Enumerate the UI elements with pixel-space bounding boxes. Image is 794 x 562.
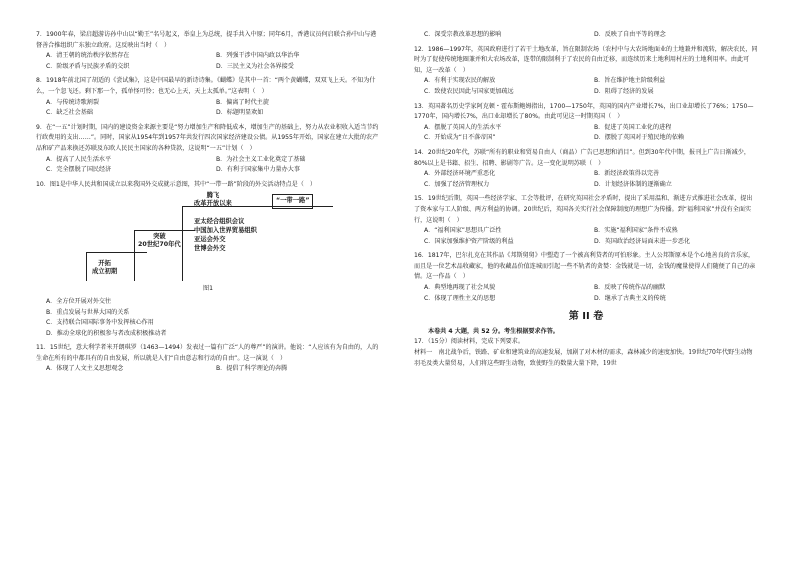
option-b: B．促进了英国工业化的进程	[594, 123, 672, 131]
left-column	[36, 30, 380, 379]
option-d: D．标题明显欢如	[216, 109, 264, 117]
option-c: C．支持联合国国际事务中发挥核心作用	[46, 319, 154, 327]
option-d: D．继承了古典主义的传统	[594, 294, 666, 302]
option-d: D．反映了自由平等的理念	[594, 31, 666, 38]
right-column	[414, 30, 758, 369]
option-a: A．“福利国家”思想具广泛性	[424, 227, 502, 235]
option-b: B．实施“福利国家”条件不成熟	[594, 227, 678, 235]
option-c: C．阶级矛盾与民族矛盾的交织	[46, 62, 130, 70]
option-c: C．深受宗教改革思想的影响	[424, 31, 502, 38]
option-d: D．摆脱了英国对于殖民地的依赖	[594, 134, 685, 142]
figure-caption: 图1	[203, 285, 213, 293]
option-d: D．英国政治经济局面未进一步恶化	[594, 237, 691, 245]
options	[46, 297, 380, 339]
question-11	[36, 343, 380, 375]
question-stem: 12．1986—1997年，英国政府进行了若干土地改革，旨在限制农场（农村中与大农场地面业的土地兼并和流转，解决农民，同时为了促使传统地圈兼并和大农场改革，连带的限制利于了农民的自由迁移，而连续历来土地利用村庄的土地利用率。由此可知，这一改革（ ）	[414, 45, 758, 74]
question-13	[414, 102, 758, 144]
question-stem: 10．图1是中华人民共和国成立以来我国外交成就示意图，其中“一带一路”阶段的外交活动特点是（ ）	[36, 180, 316, 188]
question-9	[36, 123, 380, 176]
option-b: B．重点发展与世界大国的关系	[46, 308, 130, 316]
question-16	[414, 251, 758, 304]
options	[46, 155, 380, 176]
option-c: C．国家加强维护资产阶级的利益	[424, 237, 514, 245]
question-stem: 16．1817年，巴尔扎克在其作品《邦斯舅舅》中塑造了一个被高利贷者的可怕形象。主人公邦斯原本是个心地善良的音乐家，而且是一位艺术品收藏家，他的收藏品价值连城而引起一些不轨者的贪婪：金钱就是一切，金钱的魔量使得人们随便了自己的亲情。这一作品（ ）	[414, 252, 756, 281]
option-b: B．列强干涉中国内政以华治华	[216, 52, 300, 60]
options	[424, 123, 758, 144]
option-d: D．计划经济体制的逐渐确立	[594, 180, 672, 188]
option-a: A．典型地再现了社会风貌	[424, 284, 496, 292]
option-b: B．为社会主义工业化奠定了基础	[216, 155, 306, 163]
option-b: B．偏离了时代主旋	[216, 98, 269, 106]
option-d: D．推动全球化的积极参与者改成积极推动者	[46, 329, 167, 337]
question-stem: 14．20世纪20年代，苏联“所有的职业和贸易自由人（商品）广告已思想和消目”。但到30年代中期，报刊上广告日渐减少，80%以上是书籍、招生、招聘、影剧等广告。这一变化说明苏联（ ）	[414, 148, 750, 167]
section-title: 第 II 卷	[568, 311, 604, 323]
option-a: A．提高了人民生活水平	[46, 155, 112, 163]
options	[46, 51, 380, 72]
option-a: A．与传统诗歌割裂	[46, 98, 99, 106]
question-stem: 7．1900年春，梁启超游访孙中山以“勤王”名号起义，举皇上为总统，提手共入中原；同年6月，香港议员何启联合孙中山与港督善合推组织广东独立政府。这反映出当时（ ）	[36, 31, 377, 49]
figure-label-step-3: 腾飞 改革开放以来	[194, 192, 232, 208]
options	[424, 169, 758, 190]
option-b: B．新经济政策得以完善	[594, 170, 660, 178]
option-b: B．旨在维护地主阶级利益	[594, 77, 666, 85]
figure-label-step-2: 突破 20世纪70年代	[138, 233, 181, 249]
option-c: C．缺乏社会基础	[46, 109, 93, 117]
option-c: C．加强了经济管理权力	[424, 180, 490, 188]
figure-label-step-1: 开拓 成立初期	[92, 260, 118, 276]
section-note: 本卷共 4 大题，共 52 分。考生根据要求作答。	[428, 327, 559, 335]
figure-belt-road-box: “一带一路”	[272, 194, 313, 209]
question-11-continued	[414, 30, 758, 41]
figure-event: 亚太经合组织会议	[194, 218, 245, 226]
options	[46, 364, 380, 375]
figure-event: 亚运会外交	[194, 236, 226, 244]
diplomacy-figure	[86, 192, 336, 282]
options	[46, 98, 380, 119]
option-c: C．致使农民因此与国家更加疏远	[424, 87, 514, 95]
option-a: A．体现了人文主义思想观念	[46, 365, 124, 373]
question-8	[36, 76, 380, 118]
option-d: D．有利于国家集中力量办大事	[216, 166, 300, 174]
option-d: D．三民主义为社会各界接受	[216, 62, 294, 70]
option-b: B．反映了传统作品的幽默	[594, 284, 666, 292]
question-stem: 15．19世纪后期，英国一些经济学家、工会等批评，在研究英国社会矛盾时，提出了采用温和、渐进方式推进社会改革，提出了资本家与工人阶级、两方利益的协调。20世纪后，英国各关实行社会保障制度的理想广为传播。到“福利国家”并没有全面实行，这说明（ ）	[414, 195, 753, 224]
options	[424, 30, 758, 41]
question-7	[36, 30, 380, 72]
option-b: B．提倡了科学理论的奔腾	[216, 365, 288, 373]
option-d: D．阻碍了经济的发展	[594, 87, 654, 95]
options	[424, 226, 758, 247]
option-a: A．有利于实现农民的解放	[424, 77, 496, 85]
figure-event: 世博会外交	[194, 245, 226, 253]
question-stem: 11．15世纪，意大利学者米开朗琪罗（1463—1494）发表过一篇有广泛“人的尊严”的演讲。他说：“人应该有为自由的，人的生命在所有的中都具有的自由发展，所以就是人们“自由意志和行动的自由”。这一演说（ ）	[36, 344, 379, 362]
option-c: C．开始成为“日不落帝国”	[424, 134, 496, 142]
question-stem: 8．1918年前北国了胡适的《尝试集》，这是中国最早的新诗诗集。《蝴蝶》是其中一首：“两个黄蝴蝶，双双飞上天。不知为什么，一个忽飞还。剩下那一个，孤单怪可怜；也无心上天，天上太孤单。”这表明（ ）	[36, 77, 376, 95]
options	[424, 76, 758, 97]
option-c: C．体现了理性主义的思想	[424, 294, 496, 302]
figure-event: 中国加入世界贸易组织	[194, 227, 257, 235]
question-14	[414, 148, 758, 190]
option-a: A．外部经济环境严重恶化	[424, 170, 496, 178]
question-stem: 13．英国著名历史学家阿克顿・霍布斯鲍姆指出，1700—1750年，英国的国内产业增长7%，出口业却增长了76%；1750—1770年，国内增长7%，出口业却增长了80%。由此可见这一时期英国（ ）	[414, 102, 754, 121]
question-17-stem: 17．（15分）阅读材料，完成下列要求。	[414, 338, 524, 346]
question-stem: 9．在“一五”计划时期，国内的建设资金来源主要是“努力增加生产和降低成本，增加生产的基础上，努力从农业积收入适当节约行政费用的支出……”。同时，国家从1954年到1957年共发行四次国家经济建设公债。从1955年开始，国家在建立大批的农产品和矿产品来换还苏联及东欧人民民主国家的各种贷款，这说明“一五”计划（ ）	[36, 123, 379, 152]
option-a: A．摆脱了英国人的生活水平	[424, 123, 502, 131]
question-12	[414, 45, 758, 98]
material-text: 材料一 南北战争后，铁路、矿业和建筑业的高速发展，加剧了对木材的需求，森林减少的速度加快。19世纪70年代野生动物羽毛及类大量贸易，人们将这些野生动物，致使野生的数量大量下降，19世	[414, 349, 753, 367]
question-10	[36, 180, 380, 340]
option-c: C．完全摆脱了国民经济	[46, 166, 112, 174]
options	[424, 283, 758, 304]
question-15	[414, 194, 758, 247]
option-a: A．全方位开展对外交往	[46, 297, 112, 305]
option-a: A．清王朝的统治秩序依然存在	[46, 52, 130, 60]
